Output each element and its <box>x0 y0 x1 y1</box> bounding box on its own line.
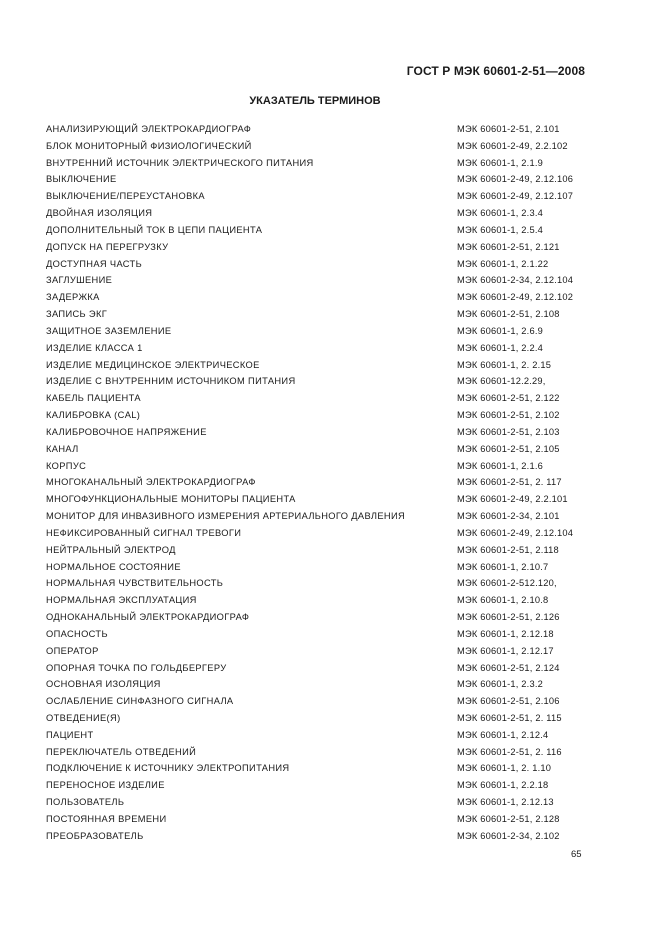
index-reference: МЭК 60601-2-51, 2.103 <box>457 426 560 437</box>
index-reference: МЭК 60601-1, 2.6.9 <box>457 325 543 336</box>
index-entry <box>46 424 606 441</box>
index-entry <box>46 744 606 761</box>
index-entry <box>46 188 606 205</box>
index-term: ДОПУСК НА ПЕРЕГРУЗКУ <box>46 241 169 252</box>
index-term: ОТВЕДЕНИЕ(Я) <box>46 712 121 723</box>
index-reference: МЭК 60601-2-51, 2.126 <box>457 612 560 623</box>
index-term: ЗАДЕРЖКА <box>46 292 100 303</box>
index-entry <box>46 289 606 306</box>
index-reference: МЭК 60601-2-51, 2. 117 <box>457 477 562 488</box>
index-entry <box>46 525 606 542</box>
index-entry <box>46 542 606 559</box>
index-term: ПРЕОБРАЗОВАТЕЛЬ <box>46 830 144 841</box>
index-reference: МЭК 60601-1, 2.3.4 <box>457 208 543 219</box>
index-term: ПЕРЕКЛЮЧАТЕЛЬ ОТВЕДЕНИЙ <box>46 746 197 757</box>
index-entry <box>46 458 606 475</box>
index-entry <box>46 794 606 811</box>
index-term: ИЗДЕЛИЕ МЕДИЦИНСКОЕ ЭЛЕКТРИЧЕСКОЕ <box>46 359 260 370</box>
index-entry <box>46 491 606 508</box>
index-entry <box>46 306 606 323</box>
index-entry <box>46 710 606 727</box>
index-term: КАЛИБРОВКА (CAL) <box>46 410 141 421</box>
index-entry <box>46 340 606 357</box>
index-reference: МЭК 60601-2-51, 2.108 <box>457 309 560 320</box>
index-term: КОРПУС <box>46 460 87 471</box>
index-term: МОНИТОР ДЛЯ ИНВАЗИВНОГО ИЗМЕРЕНИЯ АРТЕРИАЛЬНОГО ДАВЛЕНИЯ <box>46 511 406 522</box>
index-entry <box>46 256 606 273</box>
index-term: ДВОЙНАЯ ИЗОЛЯЦИЯ <box>46 208 153 219</box>
index-entry <box>46 121 606 138</box>
index-reference: МЭК 60601-2-51, 2.128 <box>457 813 560 824</box>
index-reference: МЭК 60601-2-49, 2.2.101 <box>457 494 568 505</box>
index-entry <box>46 777 606 794</box>
index-term: ОПАСНОСТЬ <box>46 628 108 639</box>
index-reference: МЭК 60601-2-51, 2. 116 <box>457 746 562 757</box>
index-term: ИЗДЕЛИЕ С ВНУТРЕННИМ ИСТОЧНИКОМ ПИТАНИЯ <box>46 376 296 387</box>
index-term: НЕЙТРАЛЬНЫЙ ЭЛЕКТРОД <box>46 544 176 555</box>
index-term: ВНУТРЕННИЙ ИСТОЧНИК ЭЛЕКТРИЧЕСКОГО ПИТАНИЯ <box>46 157 314 168</box>
index-reference: МЭК 60601-1, 2.12.13 <box>457 797 554 808</box>
index-reference: МЭК 60601-1, 2. 2.15 <box>457 359 552 370</box>
index-term: ОСЛАБЛЕНИЕ СИНФАЗНОГО СИГНАЛА <box>46 696 234 707</box>
index-entry <box>46 760 606 777</box>
index-entry <box>46 575 606 592</box>
index-reference: МЭК 60601-12.2.29, <box>457 376 546 387</box>
index-term: НЕФИКСИРОВАННЫЙ СИГНАЛ ТРЕВОГИ <box>46 527 242 538</box>
index-term: ЗАГЛУШЕНИЕ <box>46 275 113 286</box>
index-reference: МЭК 60601-2-34, 2.101 <box>457 511 560 522</box>
index-reference: МЭК 60601-2-49, 2.12.107 <box>457 191 574 202</box>
index-entry <box>46 239 606 256</box>
index-term: ОПЕРАТОР <box>46 645 99 656</box>
index-reference: МЭК 60601-1, 2.10.7 <box>457 561 549 572</box>
index-reference: МЭК 60601-1, 2.5.4 <box>457 224 543 235</box>
index-entry <box>46 138 606 155</box>
index-entry <box>46 592 606 609</box>
index-entry <box>46 171 606 188</box>
index-term: ПАЦИЕНТ <box>46 729 94 740</box>
index-entry <box>46 272 606 289</box>
index-term: НОРМАЛЬНАЯ ЧУВСТВИТЕЛЬНОСТЬ <box>46 578 224 589</box>
index-reference: МЭК 60601-2-49, 2.12.104 <box>457 527 574 538</box>
index-term: ПОЛЬЗОВАТЕЛЬ <box>46 797 125 808</box>
index-term: ЗАЩИТНОЕ ЗАЗЕМЛЕНИЕ <box>46 325 172 336</box>
index-reference: МЭК 60601-2-51, 2.124 <box>457 662 560 673</box>
index-reference: МЭК 60601-2-49, 2.12.106 <box>457 174 574 185</box>
index-term: ПЕРЕНОСНОЕ ИЗДЕЛИЕ <box>46 780 165 791</box>
index-entry <box>46 222 606 239</box>
index-reference: МЭК 60601-2-51, 2.122 <box>457 393 560 404</box>
index-reference: МЭК 60601-1, 2.1.22 <box>457 258 549 269</box>
page-number: 65 <box>571 849 582 860</box>
index-term: ОПОРНАЯ ТОЧКА ПО ГОЛЬДБЕРГЕРУ <box>46 662 227 673</box>
index-entry <box>46 155 606 172</box>
index-term: АНАЛИЗИРУЮЩИЙ ЭЛЕКТРОКАРДИОГРАФ <box>46 124 252 134</box>
index-term: ВЫКЛЮЧЕНИЕ/ПЕРЕУСТАНОВКА <box>46 191 205 202</box>
index-entry <box>46 643 606 660</box>
index-reference: МЭК 60601-2-49, 2.2.102 <box>457 140 568 151</box>
index-term: ОДНОКАНАЛЬНЫЙ ЭЛЕКТРОКАРДИОГРАФ <box>46 612 250 623</box>
term-index-list <box>46 121 606 845</box>
index-entry <box>46 811 606 828</box>
index-entry <box>46 474 606 491</box>
index-term: НОРМАЛЬНОЕ СОСТОЯНИЕ <box>46 561 181 572</box>
index-entry <box>46 205 606 222</box>
index-entry <box>46 660 606 677</box>
index-reference: МЭК 60601-2-34, 2.102 <box>457 830 560 841</box>
index-term: ИЗДЕЛИЕ КЛАССА 1 <box>46 342 143 353</box>
index-entry <box>46 323 606 340</box>
index-entry <box>46 727 606 744</box>
index-reference: МЭК 60601-1, 2.2.4 <box>457 342 543 353</box>
index-reference: МЭК 60601-1, 2.1.6 <box>457 460 543 471</box>
index-term: КАНАЛ <box>46 443 79 454</box>
index-reference: МЭК 60601-1, 2. 1.10 <box>457 763 552 774</box>
index-entry <box>46 609 606 626</box>
index-entry <box>46 357 606 374</box>
index-reference: МЭК 60601-2-51, 2. 115 <box>457 712 562 723</box>
index-term: ПОСТОЯННАЯ ВРЕМЕНИ <box>46 813 167 824</box>
index-entry <box>46 828 606 845</box>
index-reference: МЭК 60601-2-512.120, <box>457 578 557 589</box>
index-term: МНОГОФУНКЦИОНАЛЬНЫЕ МОНИТОРЫ ПАЦИЕНТА <box>46 494 296 505</box>
index-entry <box>46 693 606 710</box>
index-reference: МЭК 60601-1, 2.3.2 <box>457 679 543 690</box>
index-reference: МЭК 60601-1, 2.12.18 <box>457 628 554 639</box>
index-term: ЗАПИСЬ ЭКГ <box>46 309 108 320</box>
index-entry <box>46 559 606 576</box>
index-reference: МЭК 60601-2-51, 2.118 <box>457 544 559 555</box>
index-reference: МЭК 60601-2-51, 2.106 <box>457 696 560 707</box>
index-reference: МЭК 60601-1, 2.12.4 <box>457 729 549 740</box>
index-title: УКАЗАТЕЛЬ ТЕРМИНОВ <box>249 95 381 107</box>
index-reference: МЭК 60601-2-51, 2.105 <box>457 443 560 454</box>
index-entry <box>46 390 606 407</box>
index-entry <box>46 373 606 390</box>
index-term: МНОГОКАНАЛЬНЫЙ ЭЛЕКТРОКАРДИОГРАФ <box>46 477 256 488</box>
index-term: КАЛИБРОВОЧНОЕ НАПРЯЖЕНИЕ <box>46 426 207 437</box>
index-entry <box>46 626 606 643</box>
index-term: БЛОК МОНИТОРНЫЙ ФИЗИОЛОГИЧЕСКИЙ <box>46 140 252 151</box>
document-header: ГОСТ Р МЭК 60601-2-51—2008 <box>406 64 585 78</box>
index-term: КАБЕЛЬ ПАЦИЕНТА <box>46 393 141 404</box>
index-reference: МЭК 60601-1, 2.1.9 <box>457 157 543 168</box>
index-term: НОРМАЛЬНАЯ ЭКСПЛУАТАЦИЯ <box>46 595 197 606</box>
index-term: ПОДКЛЮЧЕНИЕ К ИСТОЧНИКУ ЭЛЕКТРОПИТАНИЯ <box>46 763 290 774</box>
index-reference: МЭК 60601-2-51, 2.121 <box>457 241 560 252</box>
index-reference: МЭК 60601-2-51, 2.102 <box>457 410 560 421</box>
index-entry <box>46 508 606 525</box>
index-reference: МЭК 60601-1, 2.2.18 <box>457 780 549 791</box>
index-reference: МЭК 60601-2-51, 2.101 <box>457 124 560 134</box>
index-term: ДОПОЛНИТЕЛЬНЫЙ ТОК В ЦЕПИ ПАЦИЕНТА <box>46 224 263 235</box>
index-reference: МЭК 60601-1, 2.10.8 <box>457 595 549 606</box>
index-term: ВЫКЛЮЧЕНИЕ <box>46 174 117 185</box>
index-entry <box>46 441 606 458</box>
index-reference: МЭК 60601-2-49, 2.12.102 <box>457 292 574 303</box>
index-reference: МЭК 60601-1, 2.12.17 <box>457 645 554 656</box>
index-entry <box>46 676 606 693</box>
index-reference: МЭК 60601-2-34, 2.12.104 <box>457 275 574 286</box>
index-term: ДОСТУПНАЯ ЧАСТЬ <box>46 258 143 269</box>
index-term: ОСНОВНАЯ ИЗОЛЯЦИЯ <box>46 679 161 690</box>
index-entry <box>46 407 606 424</box>
